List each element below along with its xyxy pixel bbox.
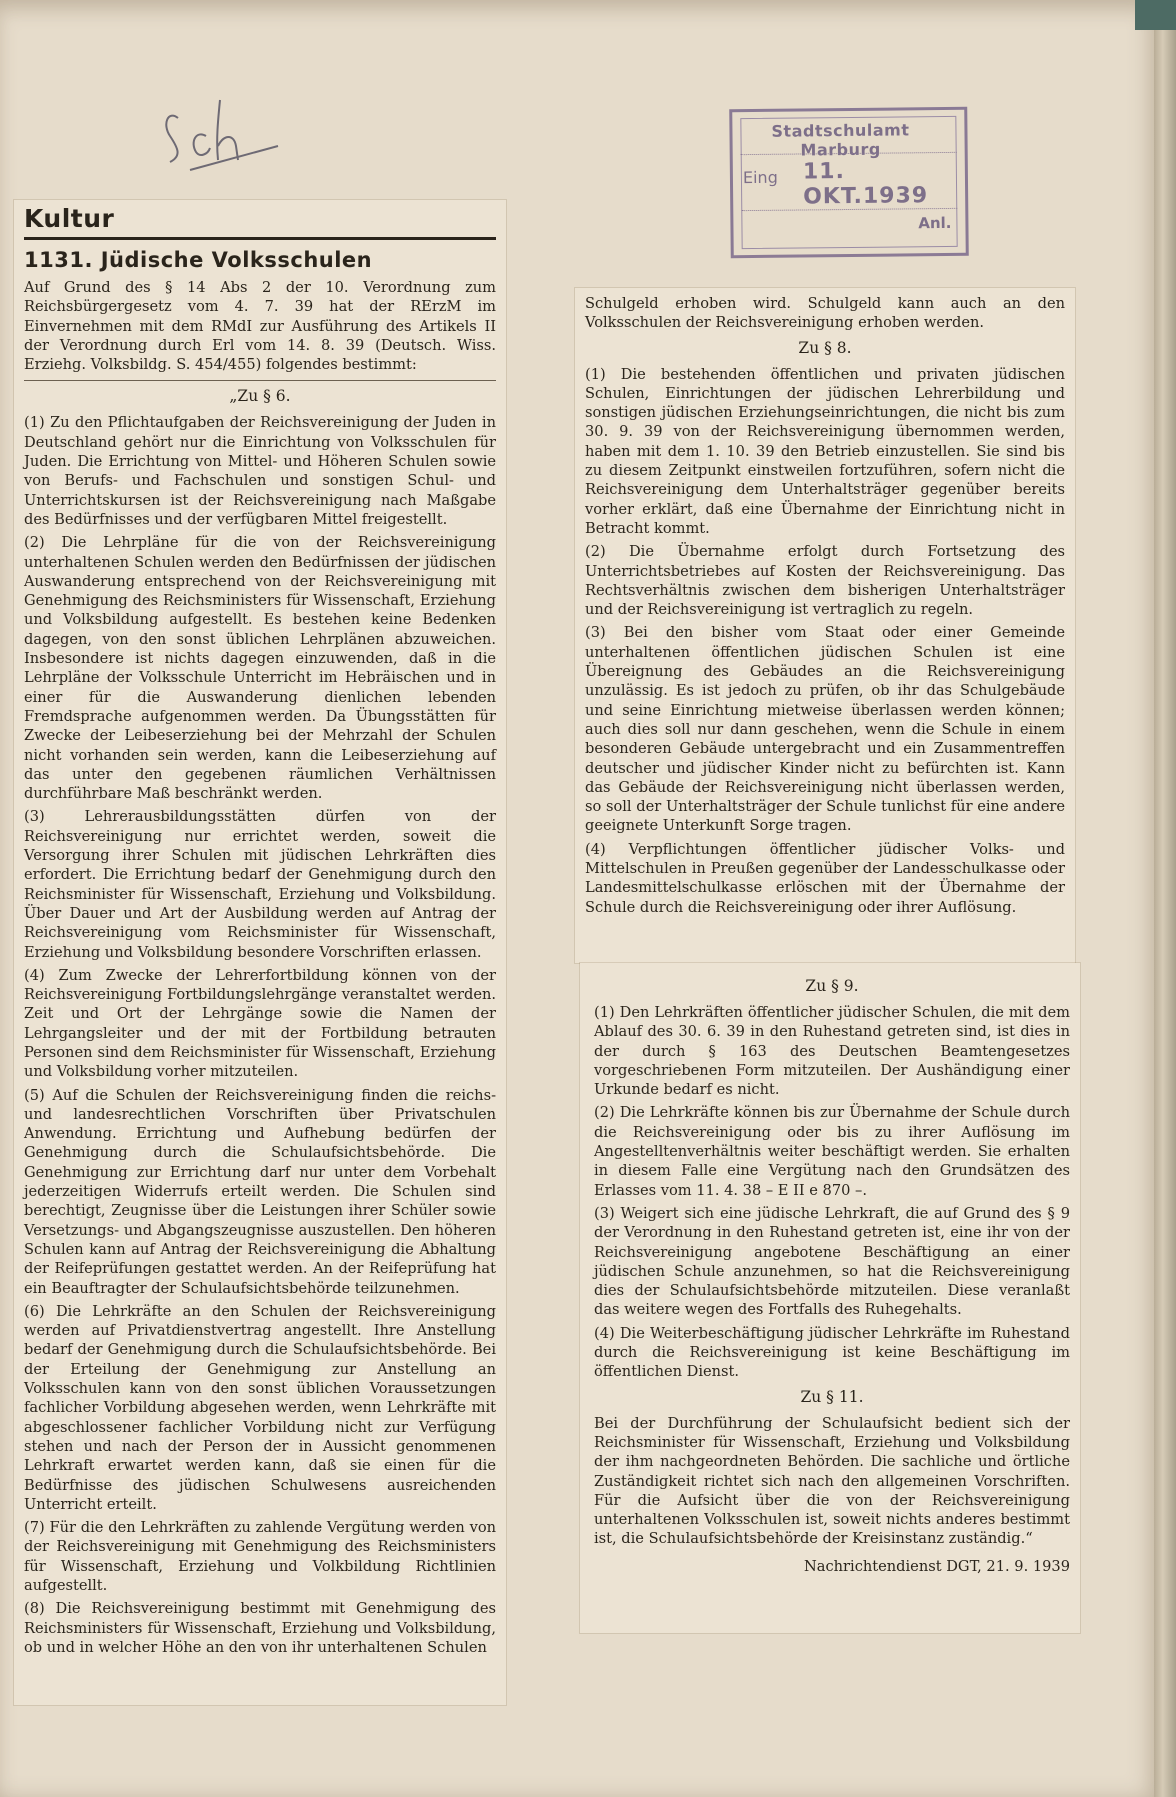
handwritten-initials (160, 90, 290, 180)
paragraph: Bei der Durchführung der Schulaufsicht bedient sich der Reichsminister für Wissenschaft, Erziehung und Volksbildung der ihm nachgeordneten Behörden. Die sachliche und örtliche Zuständigkeit richtet sich nach den allgemeinen Vorschriften. Für die Aufsicht über die von der Reichsvereinigung unterhaltenen Volksschulen ist, soweit nichts anderes bestimmt ist, die Schulaufsichtsbehörde der Kreisinstanz zuständig.“ (594, 1414, 1070, 1548)
section-heading-8: Zu § 8. (798, 338, 852, 357)
paragraph: (4) Die Weiterbeschäftigung jüdischer Lehrkräfte im Ruhestand durch die Reichsvereinigung ist keine Beschäftigung im öffentlichen Dienst. (594, 1324, 1070, 1381)
section-heading-11: Zu § 11. (800, 1387, 864, 1406)
binder-edge (1135, 0, 1176, 30)
right-clipping-top (575, 288, 1075, 963)
paragraph: (3) Bei den bisher vom Staat oder einer Gemeinde unterhaltenen öffentlichen jüdischen Schulen ist eine Übereignung des Gebäudes an die Reichsvereinigung unzulässig. Es ist jedoch zu prüfen, ob ihr das Schulgebäude und seine Einrichtung mietweise überlassen werden können; auch dies soll nur dann geschehen, wenn die Schule in einem besonderen Gebäude untergebracht und ein Zusammentreffen deutscher und jüdischer Kinder nicht zu befürchten ist. Kann das Gebäude der Reichsvereinigung nicht überlassen werden, so soll der Unterhaltsträger der Schule tunlichst für eine andere geeignete Unterkunft Sorge tragen. (585, 624, 1065, 835)
stamp-anl-label: Anl. (918, 213, 952, 233)
section-title: Kultur (24, 200, 496, 240)
section-heading-9: Zu § 9. (805, 977, 859, 995)
paragraph: (1) Den Lehrkräften öffentlicher jüdischer Schulen, die mit dem Ablauf des 30. 6. 39 in den Ruhestand getreten sind, ist dies in der durch § 163 des Deutschen Beamtengesetzes vorgeschriebenen Form mitzuteilen. Der Aushändigung einer Urkunde bedarf es nicht. (594, 1004, 1070, 1099)
paragraph: (3) Weigert sich eine jüdische Lehrkraft, die auf Grund des § 9 der Verordnung in den Ruhestand getreten ist, eine ihr von der Reichsvereinigung angebotene Beschäftigung an einer jüdischen Schule anzunehmen, so hat die Reichsvereinigung dies der Schulaufsichtsbehörde mitzuteilen. Diese veranlaßt das weitere wegen des Fortfalls des Ruhegehalts. (594, 1204, 1070, 1319)
paragraph: (2) Die Übernahme erfolgt durch Fortsetzung des Unterrichtsbetriebes auf Kosten der Reichsvereinigung. Das Rechtsverhältnis zwischen dem bisherigen Unterhaltsträger und der Reichsvereinigung ist vertraglich zu regeln. (585, 543, 1065, 619)
section-heading-6: „Zu § 6. (229, 387, 291, 406)
paragraph: (3) Lehrerausbildungsstätten dürfen von der Reichsvereinigung nur errichtet werden, soweit die Versorgung ihrer Schulen mit jüdischen Lehrkräften dies erfordert. Die Errichtung bedarf der Genehmigung durch den Reichsminister für Wissenschaft, Erziehung und Volksbildung. Über Dauer und Art der Ausbildung werden auf Antrag der Reichsvereinigung vom Reichsminister für Wissenschaft, Erziehung und Volksbildung besondere Vorschriften erlassen. (24, 808, 496, 961)
paragraph: (2) Die Lehrpläne für die von der Reichsvereinigung unterhaltenen Schulen werden den Bedürfnissen der jüdischen Auswanderung entsprechend von der Reichsvereinigung mit Genehmigung des Reichsministers für Wissenschaft, Erziehung und Volksbildung aufgestellt. Es bestehen keine Bedenken dagegen, von den sonst üblichen Lehrplänen abzuweichen. Insbesondere ist nichts dagegen einzuwenden, daß in die Lehrpläne der Volksschule Unterricht im Hebräischen und in einer für die Auswanderung dienlichen lebenden Fremdsprache aufgenommen werden. Da Übungsstätten für Zwecke der Leibeserziehung bei der Mehrzahl der Schulen nicht vorhanden sein werden, kann die Leibeserziehung auf das unter den gegebenen räumlichen Verhältnissen durchführbare Maß beschränkt werden. (24, 534, 496, 803)
source-line: Nachrichtendienst DGT, 21. 9. 1939 (804, 1557, 1070, 1575)
stamp-office: Stadtschulamt Marburg (771, 120, 910, 160)
left-clipping (14, 200, 506, 1705)
stamp-date: 11. OKT.1939 (802, 159, 929, 210)
stamp-eing-label: Eing (742, 167, 778, 188)
paragraph: (8) Die Reichsvereinigung bestimmt mit Genehmigung des Reichsministers für Wissenschaft, Erziehung und Volksbildung, ob und in welcher Höhe an den von ihr unterhaltenen Schulen (24, 1600, 496, 1656)
paragraph: (4) Verpflichtungen öffentlicher jüdischer Volks- und Mittelschulen in Preußen gegenüber der Landesschulkasse oder Landesmittelschulkasse erlöschen mit der Übernahme der Schule durch die Reichsvereinigung oder ihrer Auflösung. (585, 840, 1065, 916)
article-intro: Auf Grund des § 14 Abs 2 der 10. Verordnung zum Reichsbürgergesetz vom 4. 7. 39 hat der RErzM im Einvernehmen mit dem RMdI zur Ausführung des Artikels II der Verordnung durch Erl vom 14. 8. 39 (Deutsch. Wiss. Erziehg. Volksbildg. S. 454/455) folgendes bestimmt: (24, 278, 496, 381)
article-title: 1131. Jüdische Volksschulen (24, 248, 373, 272)
paragraph: (4) Zum Zwecke der Lehrerfortbildung können von der Reichsvereinigung Fortbildungslehrgänge veranstaltet werden. Zeit und Ort der Lehrgänge sowie die Namen der Lehrgangsleiter und der mit der Fortbildung betrauten Personen sind dem Reichsminister für Wissenschaft, Erziehung und Volksbildung vorher mitzuteilen. (24, 966, 496, 1081)
page-edge (1154, 0, 1176, 1797)
paragraph: (5) Auf die Schulen der Reichsvereinigung finden die reichs- und landesrechtlichen Vorschriften über Privatschulen Anwendung. Errichtung und Aufhebung bedürfen der Genehmigung durch die Schulaufsichtsbehörde. Die Genehmigung zur Errichtung darf nur unter dem Vorbehalt jederzeitigen Widerrufs erteilt werden. Die Schulen sind berechtigt, Zeugnisse über die Leistungen ihrer Schüler sowie Versetzungs- und Abgangszeugnisse auszustellen. Den höheren Schulen kann auf Antrag der Reichsvereinigung die Abhaltung der Reifeprüfungen gestattet werden. An der Reifeprüfung hat ein Beauftragter der Schulaufsichtsbehörde teilzunehmen. (24, 1086, 496, 1297)
paragraph: (2) Die Lehrkräfte können bis zur Übernahme der Schule durch die Reichsvereinigung oder bis zu ihrer Auflösung im Angestelltenverhältnis weiter beschäftigt werden. Sie erhalten in diesem Falle eine Vergütung nach den Grundsätzen des Erlasses vom 11. 4. 38 – E II e 870 –. (594, 1104, 1070, 1199)
paragraph-continuation: Schulgeld erhoben wird. Schulgeld kann auch an den Volksschulen der Reichsvereinigung erhoben werden. (585, 295, 1065, 332)
paragraph: (1) Zu den Pflichtaufgaben der Reichsvereinigung der Juden in Deutschland gehört nur die Einrichtung von Volksschulen für Juden. Die Errichtung von Mittel- und Höheren Schulen sowie von Berufs- und Fachschulen und sonstigen Schul- und Unterrichtskursen ist der Reichsvereinigung nach Maßgabe des Bedürfnisses und der verfügbaren Mittel freigestellt. (24, 414, 496, 528)
paragraph: (1) Die bestehenden öffentlichen und privaten jüdischen Schulen, Einrichtungen der jüdischen Lehrerbildung und sonstigen jüdischen Erziehungseinrichtungen, die nicht bis zum 30. 9. 39 von der Reichsvereinigung übernommen werden, haben mit dem 1. 10. 39 den Betrieb einzustellen. Sie sind bis zu diesem Zeitpunkt einstweilen fortzuführen, sofern nicht die Reichsvereinigung dem Unterhaltsträger gegenüber bereits vorher erklärt, daß eine Übernahme der Einrichtung nicht in Betracht kommt. (585, 365, 1065, 537)
paragraph: (7) Für die den Lehrkräften zu zahlende Vergütung werden von der Reichsvereinigung mit Genehmigung des Reichsministers für Wissenschaft, Erziehung und Volkbildung Richtlinien aufgestellt. (24, 1519, 496, 1594)
receipt-stamp (729, 107, 969, 258)
right-clipping-bottom (580, 963, 1080, 1633)
paragraph: (6) Die Lehrkräfte an den Schulen der Reichsvereinigung werden auf Privatdienstvertrag angestellt. Ihre Anstellung bedarf der Genehmigung durch die Schulaufsichtsbehörde. Bei der Erteilung der Genehmigung zur Anstellung an Volksschulen kann von den sonst üblichen Voraussetzungen fachlicher Vorbildung abgesehen werden, wenn Lehrkräfte mit abgeschlossener fachlicher Vorbildung nicht zur Verfügung stehen und nach der Person der in Aussicht genommenen Lehrkraft erwartet werden kann, daß sie einen für die Bedürfnisse des jüdischen Schulwesens ausreichenden Unterricht erteilt. (24, 1302, 496, 1513)
